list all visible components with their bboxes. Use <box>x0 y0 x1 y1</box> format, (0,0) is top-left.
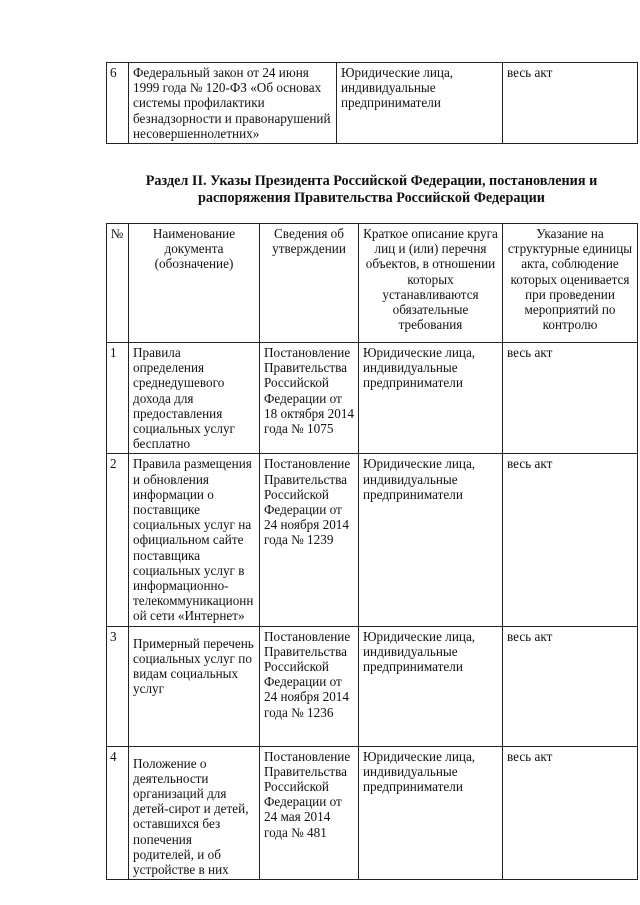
scope-cell: весь акт <box>503 746 638 880</box>
subjects-cell: Юридические лица, индивидуальные предприниматели <box>359 746 503 880</box>
approval-cell: Постановление Правительства Российской Федерации от 24 ноября 2014 года № 1236 <box>260 626 359 746</box>
approval-cell: Постановление Правительства Российской Федерации от 18 октября 2014 года № 1075 <box>260 343 359 454</box>
header-subjects: Краткое описание круга лиц и (или) перечня объектов, в отношении которых устанавливаются обязательные требования <box>359 224 503 343</box>
header-scope: Указание на структурные единицы акта, соблюдение которых оценивается при проведении мероприятий по контролю <box>503 224 638 343</box>
document-name: Федеральный закон от 24 июня 1999 года № 120-ФЗ «Об основах системы профилактики безнадзорности и правонарушений несовершеннолетних» <box>129 63 337 144</box>
document-name: Примерный перечень социальных услуг по видам социальных услуг <box>129 626 260 746</box>
table-row <box>107 343 638 454</box>
scope-cell: весь акт <box>503 343 638 454</box>
header-number: № <box>107 224 129 343</box>
section-title <box>106 173 637 207</box>
table-row <box>107 626 638 746</box>
row-number: 2 <box>107 454 129 626</box>
table-row <box>107 746 638 880</box>
section-title-line-2: распоряжения Правительства Российской Федерации <box>198 190 545 206</box>
subjects-cell: Юридические лица, индивидуальные предприниматели <box>359 626 503 746</box>
header-name: Наименование документа (обозначение) <box>129 224 260 343</box>
table-header-row <box>107 224 638 343</box>
requirements-table <box>106 223 638 880</box>
header-approval: Сведения об утверждении <box>260 224 359 343</box>
row-number: 3 <box>107 626 129 746</box>
document-name: Положение о деятельности организаций для детей-сирот и детей, оставшихся без попечения родителей, и об устройстве в них <box>129 746 260 880</box>
subjects-cell: Юридические лица, индивидуальные предприниматели <box>337 63 503 144</box>
approval-cell: Постановление Правительства Российской Федерации от 24 ноября 2014 года № 1239 <box>260 454 359 626</box>
row-number: 1 <box>107 343 129 454</box>
document-name: Правила определения среднедушевого дохода для предоставления социальных услуг бесплатно <box>129 343 260 454</box>
table-row <box>107 63 638 144</box>
subjects-cell: Юридические лица, индивидуальные предприниматели <box>359 454 503 626</box>
row-number: 6 <box>107 63 129 144</box>
approval-cell: Постановление Правительства Российской Федерации от 24 мая 2014 года № 481 <box>260 746 359 880</box>
document-name: Правила размещения и обновления информации о поставщике социальных услуг на официальном сайте поставщика социальных услуг в информационно-телекоммуникационной сети «Интернет» <box>129 454 260 626</box>
scope-cell: весь акт <box>503 626 638 746</box>
row-number: 4 <box>107 746 129 880</box>
section-title-line-1: Раздел II. Указы Президента Российской Федерации, постановления и <box>145 173 598 189</box>
table-row <box>107 454 638 626</box>
scope-cell: весь акт <box>503 63 638 144</box>
subjects-cell: Юридические лица, индивидуальные предприниматели <box>359 343 503 454</box>
scope-cell: весь акт <box>503 454 638 626</box>
top-table <box>106 62 638 144</box>
